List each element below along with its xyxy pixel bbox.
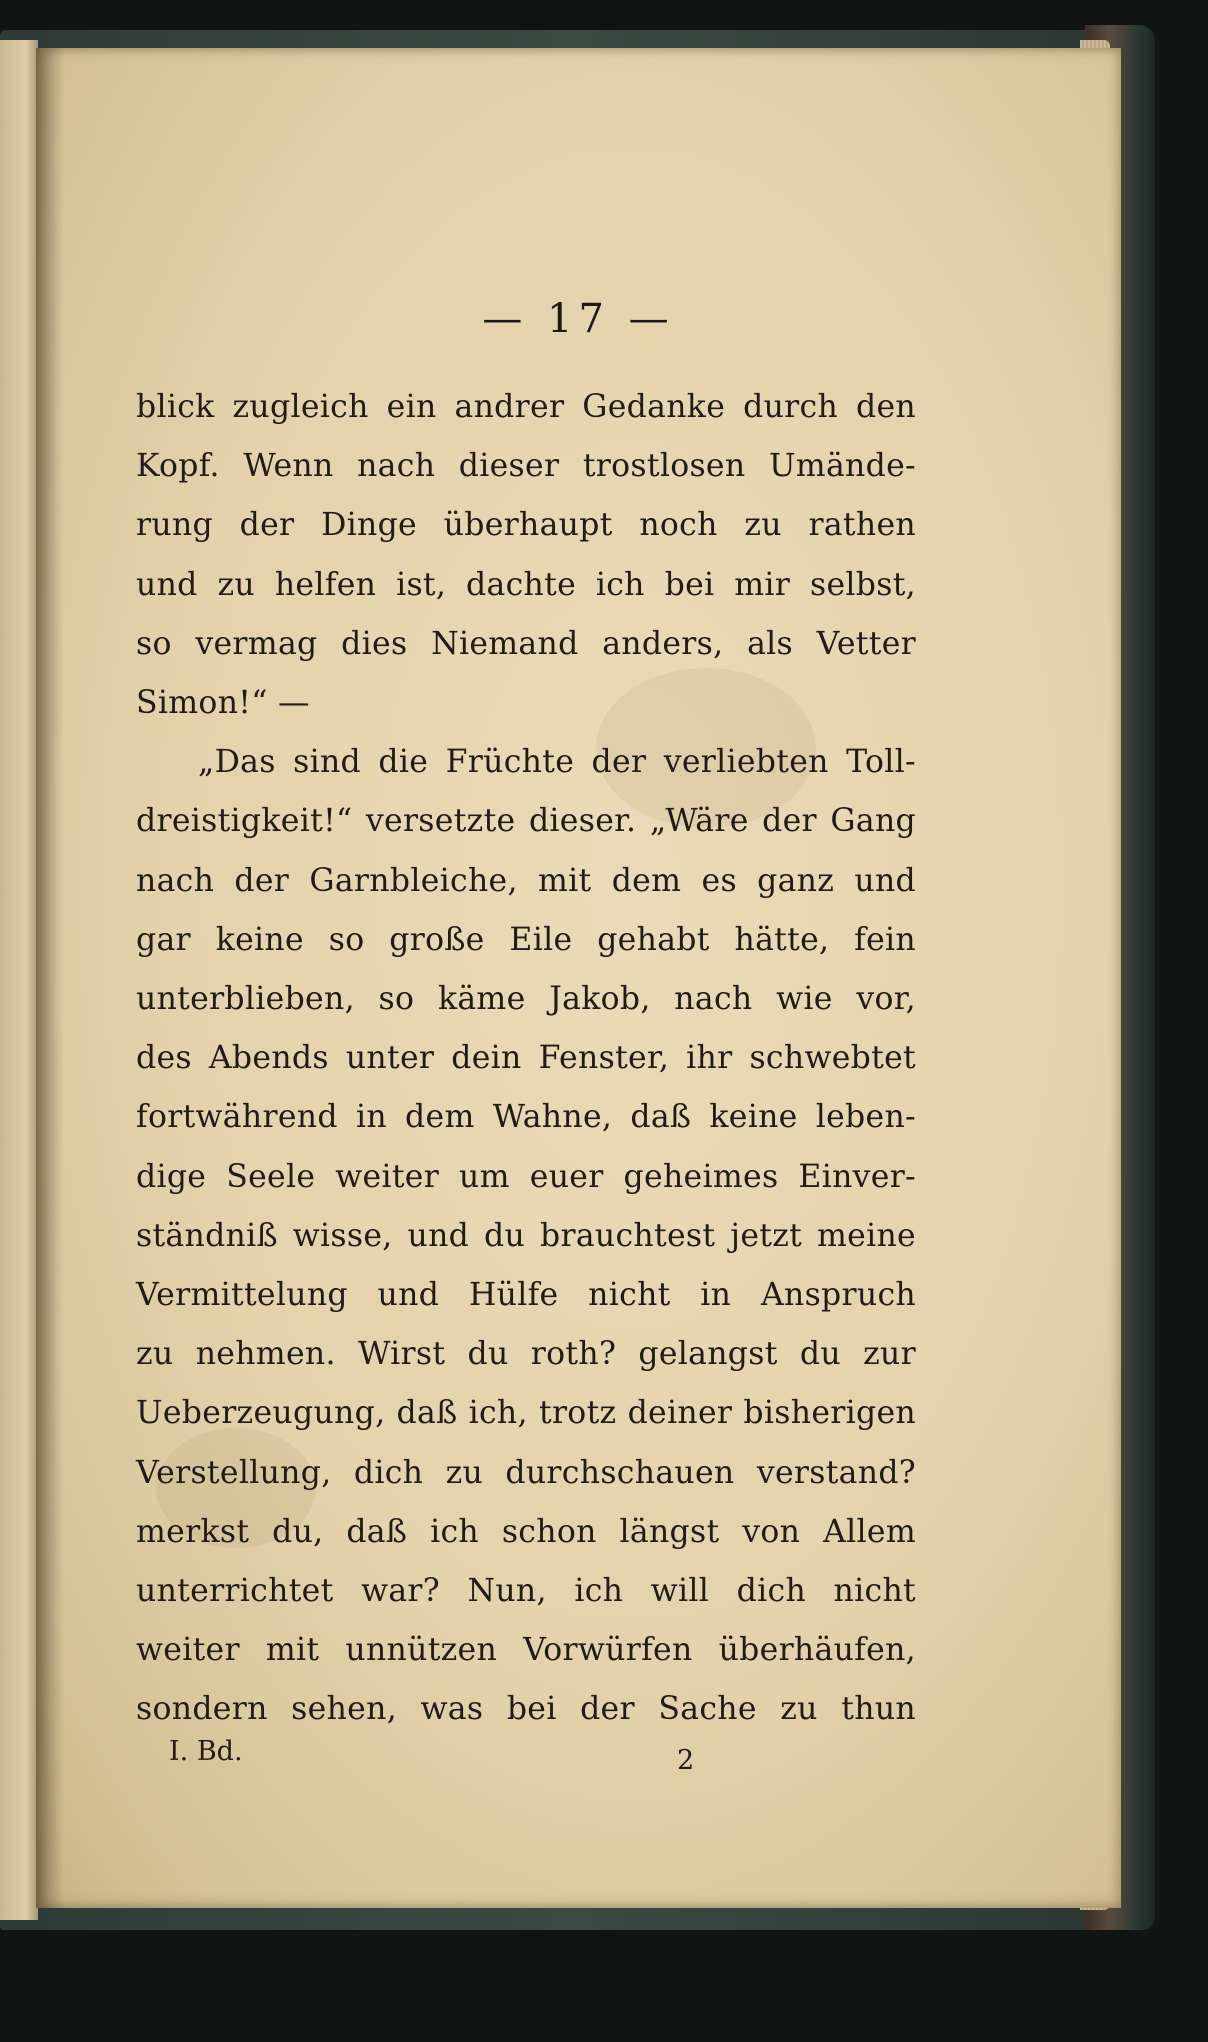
facing-page-edge (0, 40, 38, 1920)
text-line: unterblieben, so käme Jakob, nach wie vor, (136, 981, 916, 1018)
text-line: und zu helfen ist, dachte ich bei mir selbst, (136, 566, 916, 603)
text-line: unterrichtet war? Nun, ich will dich nicht (136, 1573, 916, 1610)
text-line: Simon!“ — (136, 685, 310, 722)
text-line: weiter mit unnützen Vorwürfen überhäufen, (136, 1632, 916, 1669)
text-line: merkst du, daß ich schon längst von Allem (136, 1513, 916, 1550)
page-footer (136, 1736, 916, 1786)
text-line: dige Seele weiter um euer geheimes Einver- (136, 1158, 916, 1195)
text-line: rung der Dinge überhaupt noch zu rathen (136, 507, 916, 544)
text-line: dreistigkeit!“ versetzte dieser. „Wäre der Gang (136, 803, 916, 840)
text-line: Ueberzeugung, daß ich, trotz deiner bisherigen (136, 1395, 916, 1432)
text-line: „Das sind die Früchte der verliebten Toll- (198, 744, 916, 781)
gutter-shadow (36, 48, 64, 1908)
volume-signature: I. Bd. (169, 1736, 243, 1767)
text-line: des Abends unter dein Fenster, ihr schwebtet (136, 1040, 916, 1077)
book-page (36, 48, 1121, 1908)
text-line: so vermag dies Niemand anders, als Vetter (136, 625, 916, 662)
text-line: Vermittelung und Hülfe nicht in Anspruch (136, 1277, 916, 1314)
text-line: ständniß wisse, und du brauchtest jetzt meine (136, 1217, 916, 1254)
page-body-text (136, 378, 916, 1740)
text-line: Verstellung, dich zu durchschauen verstand? (136, 1454, 916, 1491)
text-line: nach der Garnbleiche, mit dem es ganz und (136, 862, 916, 899)
text-line: blick zugleich ein andrer Gedanke durch den (136, 389, 916, 425)
text-line: zu nehmen. Wirst du roth? gelangst du zur (136, 1336, 916, 1373)
sheet-number: 2 (677, 1745, 695, 1776)
text-line: sondern sehen, was bei der Sache zu thun (136, 1691, 916, 1728)
page-number-header: — 17 — (482, 296, 675, 342)
text-line: gar keine so große Eile gehabt hätte, fein (136, 921, 916, 958)
text-line: fortwährend in dem Wahne, daß keine leben- (136, 1099, 916, 1136)
text-line: Kopf. Wenn nach dieser trostlosen Umände- (136, 448, 916, 485)
